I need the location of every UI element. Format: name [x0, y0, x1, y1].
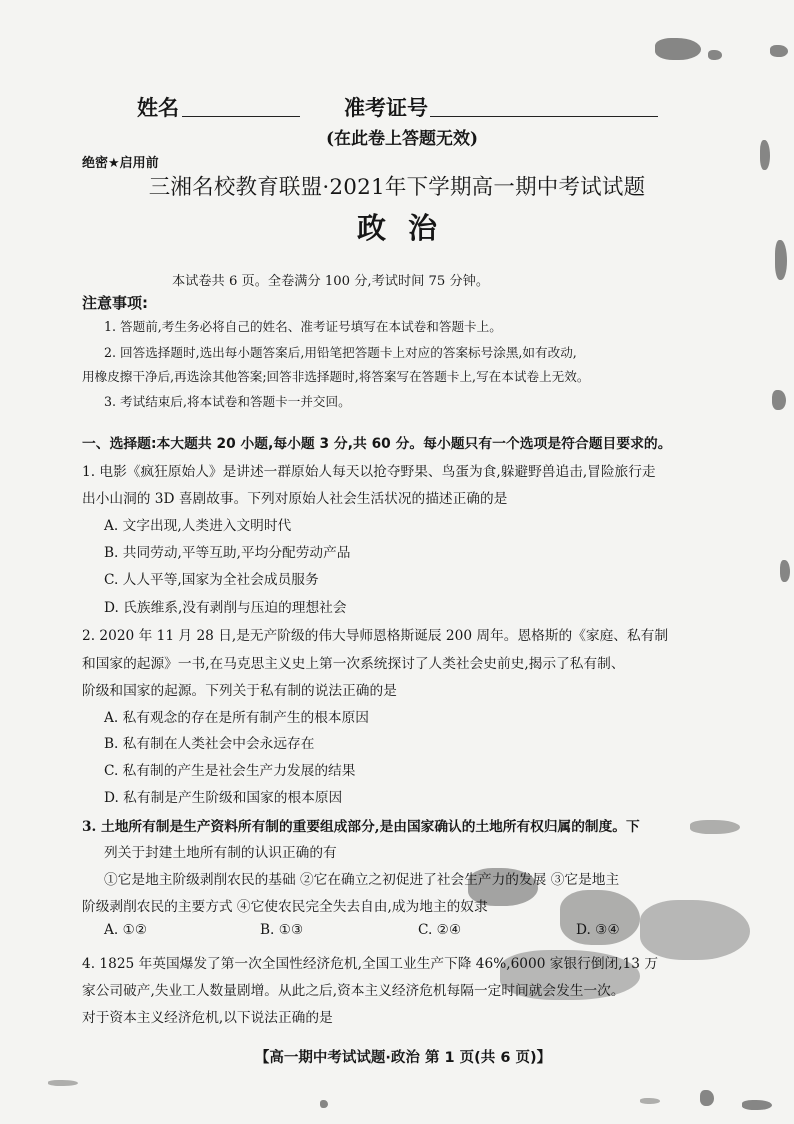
question-4-line: 对于资本主义经济危机,以下说法正确的是 — [82, 1010, 333, 1026]
notice-item: 3. 考试结束后,将本试卷和答题卡一并交回。 — [104, 394, 351, 409]
scan-noise — [640, 900, 750, 960]
scan-noise — [742, 1100, 772, 1110]
question-2-line: 和国家的起源》一书,在马克思主义史上第一次系统探讨了人类社会史前史,揭示了私有制、 — [82, 656, 625, 672]
question-3-choice-b: B. ①③ — [260, 922, 304, 938]
question-3-statement: ①它是地主阶级剥削农民的基础 ②它在确立之初促进了社会生产力的发展 ③它是地主 — [104, 872, 620, 888]
name-label: 姓名 — [137, 95, 179, 120]
question-3-line: 3. 土地所有制是生产资料所有制的重要组成部分,是由国家确认的土地所有权归属的制度。下 — [82, 819, 640, 835]
question-3-line: 列关于封建土地所有制的认识正确的有 — [104, 845, 337, 861]
exam-title: 三湘名校教育联盟·2021年下学期高一期中考试试题 — [148, 175, 646, 200]
question-1-option-d: D. 氏族维系,没有剥削与压迫的理想社会 — [104, 600, 347, 616]
notice-heading: 注意事项: — [82, 294, 148, 312]
question-1-option-a: A. 文字出现,人类进入文明时代 — [104, 518, 292, 534]
secret-label: 绝密★启用前 — [82, 156, 159, 171]
scan-noise — [772, 390, 786, 410]
scan-noise — [320, 1100, 328, 1108]
question-3-statement: 阶级剥削农民的主要方式 ④它使农民完全失去自由,成为地主的奴隶 — [82, 899, 488, 915]
question-4-line: 4. 1825 年英国爆发了第一次全国性经济危机,全国工业生产下降 46%,6000 家银行倒闭,13 万 — [82, 956, 659, 972]
exam-id-blank — [430, 116, 658, 117]
name-blank — [182, 116, 300, 117]
question-1-option-b: B. 共同劳动,平等互助,平均分配劳动产品 — [104, 545, 351, 561]
notice-item: 2. 回答选择题时,选出每小题答案后,用铅笔把答题卡上对应的答案标号涂黑,如有改动, — [104, 345, 577, 360]
exam-info: 本试卷共 6 页。全卷满分 100 分,考试时间 75 分钟。 — [172, 274, 490, 289]
page-footer: 【高一期中考试试题·政治 第 1 页(共 6 页)】 — [254, 1050, 552, 1066]
scan-noise — [48, 1080, 78, 1086]
invalid-note: (在此卷上答题无效) — [325, 129, 479, 149]
scan-noise — [640, 1098, 660, 1104]
question-1-line: 出小山洞的 3D 喜剧故事。下列对原始人社会生活状况的描述正确的是 — [82, 491, 508, 507]
question-2-option-c: C. 私有制的产生是社会生产力发展的结果 — [104, 763, 356, 779]
notice-item: 1. 答题前,考生务必将自己的姓名、准考证号填写在本试卷和答题卡上。 — [104, 319, 502, 334]
question-4-line: 家公司破产,失业工人数量剧增。从此之后,资本主义经济危机每隔一定时间就会发生一次。 — [82, 983, 625, 999]
question-2-line: 2. 2020 年 11 月 28 日,是无产阶级的伟大导师恩格斯诞辰 200 周年。恩格斯的《家庭、私有制 — [82, 628, 669, 644]
question-2-option-a: A. 私有观念的存在是所有制产生的根本原因 — [104, 710, 369, 726]
question-3-choice-d: D. ③④ — [576, 922, 620, 938]
scan-noise — [708, 50, 722, 60]
scan-noise — [690, 820, 740, 834]
notice-item: 用橡皮擦干净后,再选涂其他答案;回答非选择题时,将答案写在答题卡上,写在本试卷上无效。 — [82, 369, 590, 384]
question-1-line: 1. 电影《疯狂原始人》是讲述一群原始人每天以抢夺野果、鸟蛋为食,躲避野兽追击,冒险旅行走 — [82, 464, 656, 480]
question-1-option-c: C. 人人平等,国家为全社会成员服务 — [104, 572, 319, 588]
question-2-option-d: D. 私有制是产生阶级和国家的根本原因 — [104, 790, 343, 806]
scan-noise — [770, 45, 788, 57]
question-3-choice-c: C. ②④ — [418, 922, 462, 938]
scan-noise — [780, 560, 790, 582]
scan-noise — [700, 1090, 714, 1106]
scan-noise — [655, 38, 701, 60]
section-title: 一、选择题:本大题共 20 小题,每小题 3 分,共 60 分。每小题只有一个选项是符合题目要求的。 — [82, 436, 672, 452]
subject-title: 政治 — [356, 211, 459, 245]
question-2-line: 阶级和国家的起源。下列关于私有制的说法正确的是 — [82, 683, 397, 699]
exam-id-label: 准考证号 — [344, 95, 428, 120]
question-3-choice-a: A. ①② — [104, 922, 148, 938]
question-2-option-b: B. 私有制在人类社会中会永远存在 — [104, 736, 315, 752]
